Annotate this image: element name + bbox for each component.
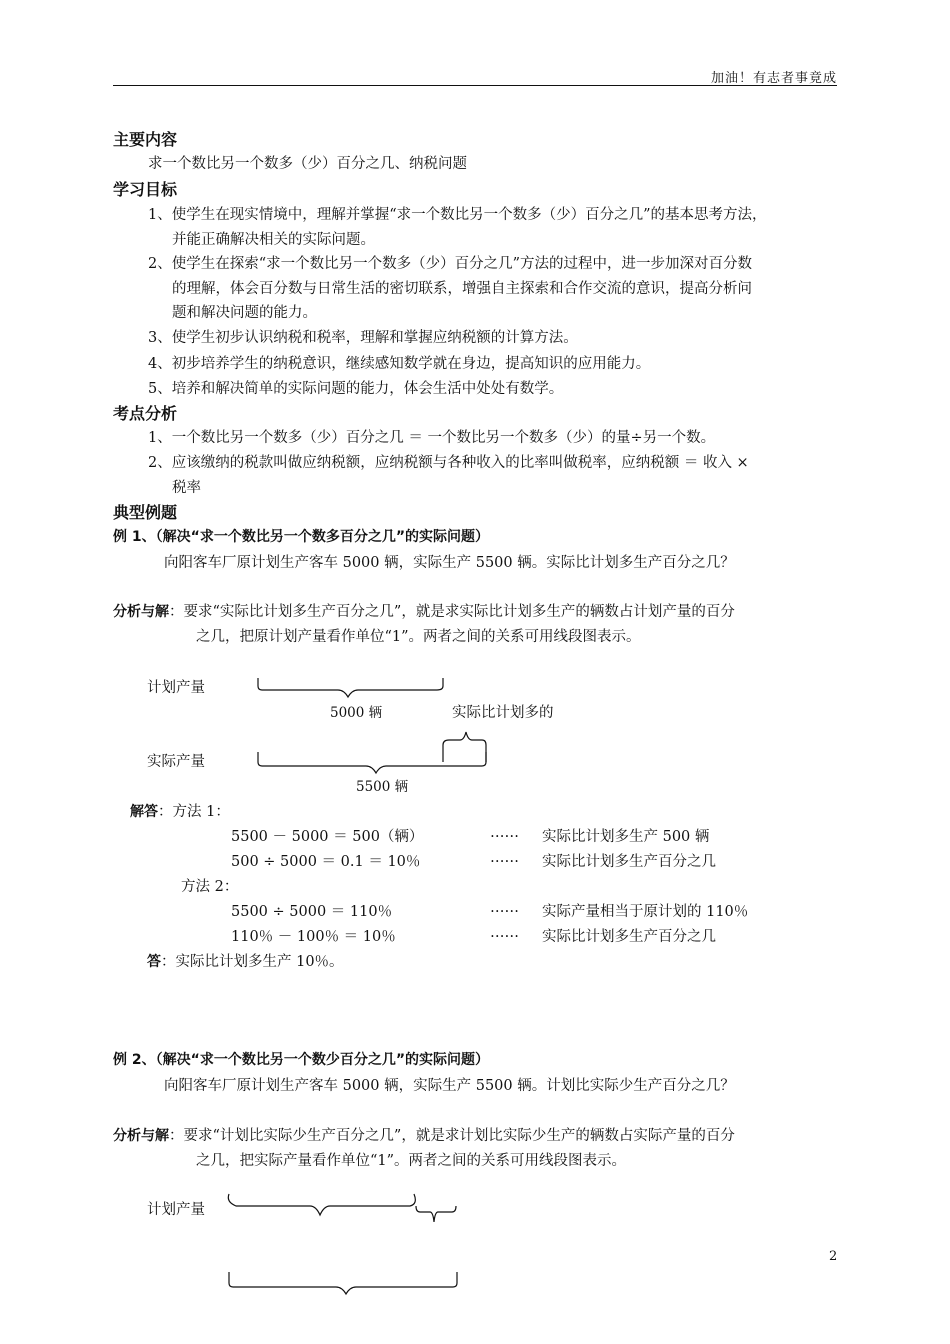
goal-item-4: 4、初步培养学生的纳税意识，继续感知数学就在身边，提高知识的应用能力。 — [148, 356, 651, 372]
goal-item-2-line-3: 题和解决问题的能力。 — [172, 305, 317, 321]
example-1-problem: 向阳客车厂原计划生产客车 5000 辆，实际生产 5500 辆。实际比计划多生产百分之几？ — [164, 555, 735, 571]
section-title-main-content: 主要内容 — [113, 130, 178, 149]
example-2-problem: 向阳客车厂原计划生产客车 5000 辆，实际生产 5500 辆。计划比实际少生产百分之几？ — [164, 1078, 735, 1094]
analysis-label: 分析与解 — [113, 604, 169, 620]
diagram-1-extra-label: 实际比计划多的 — [452, 705, 554, 721]
analysis-text: ：要求“计划比实际少生产百分之几”，就是求计划比实际少生产的辆数占实际产量的百分 — [169, 1128, 735, 1144]
step-3-dots: …… — [490, 900, 519, 916]
diagram-1-planned-brace — [258, 678, 443, 697]
step-4-expression: 110％ － 100％ ＝ 10％ — [231, 929, 396, 945]
header-motto: 加油！有志者事竟成 — [710, 71, 837, 86]
goal-item-1-line-1: 1、使学生在现实情境中，理解并掌握“求一个数比另一个数多（少）百分之几”的基本思考方法， — [148, 207, 767, 223]
section-title-goals: 学习目标 — [113, 180, 178, 199]
diagram-1-actual-brace — [258, 752, 486, 773]
diagram-1-actual-value: 5500 辆 — [356, 779, 409, 795]
step-1-note: 实际比计划多生产 500 辆 — [542, 829, 710, 845]
diagram-1-extra-brace — [443, 732, 486, 762]
diagram-1-actual-label: 实际产量 — [147, 754, 205, 770]
example-2-title: 例 2、（解决“求一个数比另一个数少百分之几”的实际问题） — [113, 1052, 490, 1068]
step-2-dots: …… — [490, 850, 519, 866]
key-point-2-line-2: 税率 — [172, 480, 201, 496]
goal-item-3: 3、使学生初步认识纳税和税率，理解和掌握应纳税额的计算方法。 — [148, 330, 578, 346]
diagram-1-planned-value: 5000 辆 — [330, 705, 383, 721]
section-title-key-points: 考点分析 — [113, 404, 178, 423]
page-number: 2 — [829, 1249, 838, 1264]
diagram-2-actual-brace — [229, 1272, 457, 1294]
diagram-2-planned-label: 计划产量 — [147, 1202, 205, 1218]
final-answer-text: ：实际比计划多生产 10％。 — [161, 954, 344, 970]
step-1-expression: 5500 － 5000 ＝ 500（辆） — [231, 829, 424, 845]
step-4-dots: …… — [490, 925, 519, 941]
answer-label: 解答 — [130, 804, 158, 820]
analysis-label: 分析与解 — [113, 1128, 169, 1144]
goal-item-2-line-2: 的理解，体会百分数与日常生活的密切联系，增强自主探索和合作交流的意识，提高分析问 — [172, 281, 752, 297]
goal-item-5: 5、培养和解决简单的实际问题的能力，体会生活中处处有数学。 — [148, 381, 564, 397]
diagram-2-extra-brace — [416, 1206, 456, 1222]
example-2-analysis-line-2: 之几，把实际产量看作单位“1”。两者之间的关系可用线段图表示。 — [196, 1153, 627, 1169]
example-1-analysis-line-2: 之几，把原计划产量看作单位“1”。两者之间的关系可用线段图表示。 — [196, 629, 641, 645]
step-4-note: 实际比计划多生产百分之几 — [542, 929, 716, 945]
key-point-2-line-1: 2、应该缴纳的税款叫做应纳税额，应纳税额与各种收入的比率叫做税率，应纳税额 ＝ 收入 × — [148, 455, 749, 471]
example-1-title: 例 1、（解决“求一个数比另一个数多百分之几”的实际问题） — [113, 529, 490, 545]
step-3-expression: 5500 ÷ 5000 ＝ 110％ — [231, 904, 393, 920]
section-title-examples: 典型例题 — [113, 503, 178, 522]
final-answer-label: 答 — [147, 954, 161, 970]
analysis-text: ：要求“实际比计划多生产百分之几”，就是求实际比计划多生产的辆数占计划产量的百分 — [169, 604, 735, 620]
step-1-dots: …… — [490, 825, 519, 841]
step-2-expression: 500 ÷ 5000 ＝ 0.1 ＝ 10％ — [231, 854, 421, 870]
goal-item-2-line-1: 2、使学生在探索“求一个数比另一个数多（少）百分之几”方法的过程中，进一步加深对百分数 — [148, 256, 753, 272]
method-2-label: 方法 2： — [181, 879, 239, 895]
step-2-note: 实际比计划多生产百分之几 — [542, 854, 716, 870]
key-point-1: 1、一个数比另一个数多（少）百分之几 ＝ 一个数比另一个数多（少）的量÷另一个数。 — [148, 430, 716, 446]
main-content-text: 求一个数比另一个数多（少）百分之几、纳税问题 — [148, 156, 467, 172]
step-3-note: 实际产量相当于原计划的 110％ — [542, 904, 749, 920]
diagram-2-planned-brace — [228, 1194, 415, 1215]
goal-item-1-line-2: 并能正确解决相关的实际问题。 — [172, 232, 375, 248]
method-1-label: ：方法 1： — [158, 804, 230, 820]
diagram-1-planned-label: 计划产量 — [147, 680, 205, 696]
